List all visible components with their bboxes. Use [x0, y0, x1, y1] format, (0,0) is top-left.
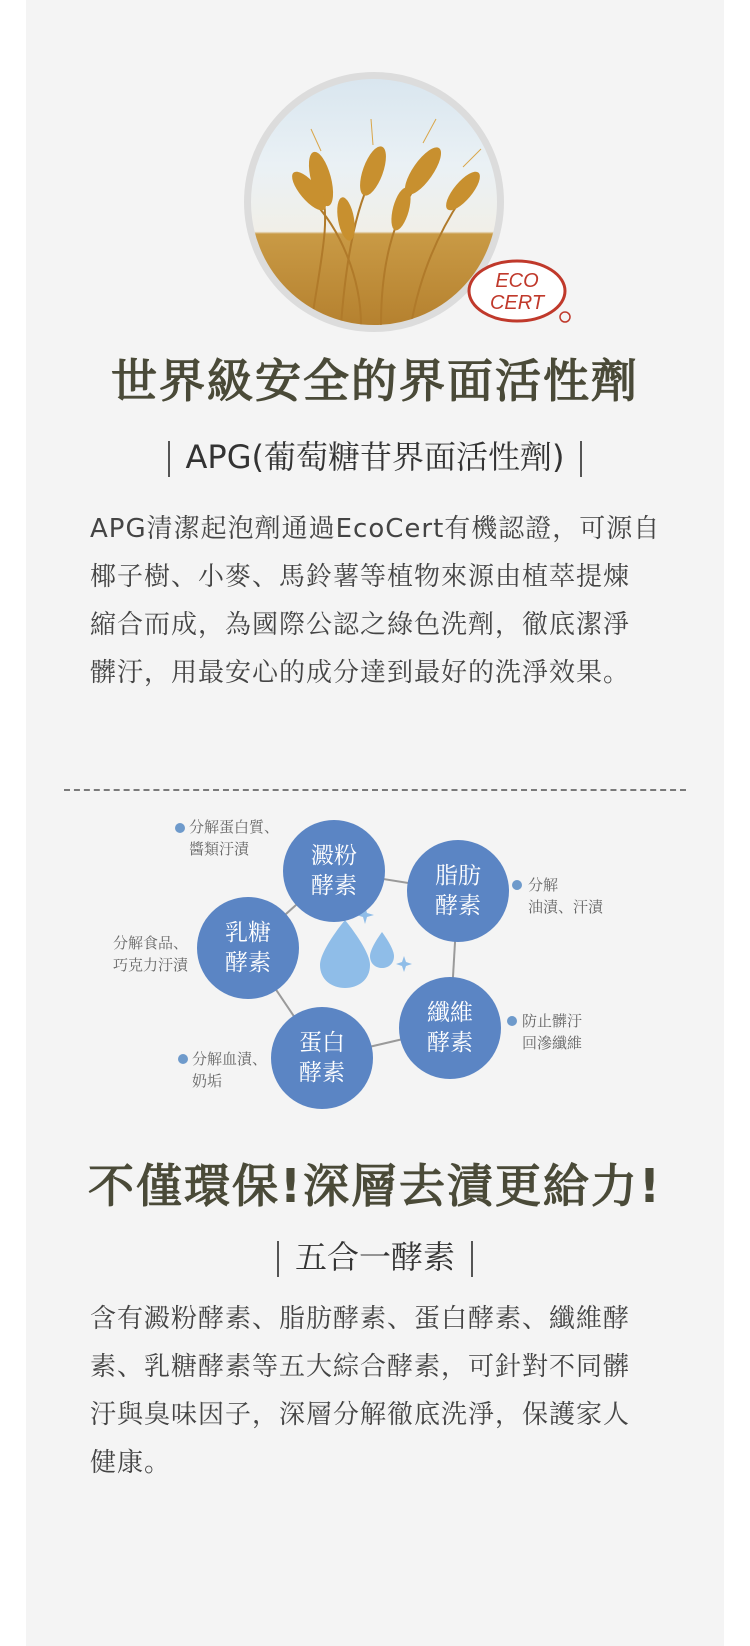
subtitle-divider-right — [580, 441, 582, 477]
subtitle-divider-left — [277, 1241, 279, 1277]
enzyme-starch — [283, 820, 385, 922]
section1-subtitle-text: APG(葡萄糖苷界面活性劑) — [185, 438, 565, 476]
subtitle-divider-right — [471, 1241, 473, 1277]
ecocert-line2: CERT — [489, 292, 545, 314]
enzyme-protease — [271, 1007, 373, 1109]
note-lipase: 分解 油漬、汗漬 — [528, 876, 604, 916]
enzyme-lipase — [407, 840, 509, 942]
section1-subtitle — [0, 432, 750, 478]
paragraph-line: 含有澱粉酵素、脂肪酵素、蛋白酵素、纖維酵 — [90, 1304, 631, 1334]
paragraph-line: 汙與臭味因子，深層分解徹底洗淨，保護家人 — [90, 1400, 631, 1430]
note-lactase: 分解食品、 巧克力汙漬 — [113, 934, 189, 974]
ecocert-badge-icon — [465, 255, 575, 330]
section2-subtitle-text: 五合一酵素 — [294, 1238, 455, 1276]
enzyme-lactase — [197, 897, 299, 999]
enzyme-label: 蛋白 酵素 — [299, 1030, 345, 1086]
paragraph-line: 髒汙，用最安心的成分達到最好的洗淨效果。 — [90, 658, 631, 688]
note-dot — [178, 1054, 188, 1064]
paragraph-line: 健康。 — [90, 1448, 172, 1478]
section2-subtitle — [0, 1232, 750, 1278]
enzyme-label: 澱粉 酵素 — [311, 843, 357, 899]
enzyme-label: 乳糖 酵素 — [225, 920, 271, 976]
section1-paragraph — [90, 505, 670, 697]
section2-paragraph — [90, 1295, 670, 1487]
subtitle-divider-left — [168, 441, 170, 477]
section1-title: 世界級安全的界面活性劑 — [111, 354, 639, 408]
paragraph-line: 縮合而成，為國際公認之綠色洗劑，徹底潔淨 — [90, 610, 631, 640]
note-dot — [512, 880, 522, 890]
note-dot — [507, 1016, 517, 1026]
note-protease: 分解血漬、 奶垢 — [192, 1050, 268, 1090]
enzyme-cellulase — [399, 977, 501, 1079]
enzyme-label: 纖維 酵素 — [427, 1000, 473, 1056]
note-cellulase: 防止髒汙 回滲纖維 — [522, 1012, 583, 1052]
note-starch: 分解蛋白質、 醬類汙漬 — [189, 818, 280, 858]
ecocert-line1: ECO — [495, 270, 539, 292]
dashed-divider — [64, 789, 686, 791]
paragraph-line: 素、乳糖酵素等五大綜合酵素，可針對不同髒 — [90, 1352, 631, 1382]
paragraph-line: 椰子樹、小麥、馬鈴薯等植物來源由植萃提煉 — [90, 562, 631, 592]
paragraph-line: APG清潔起泡劑通過EcoCert有機認證，可源自 — [90, 514, 661, 544]
note-dot — [175, 823, 185, 833]
enzyme-label: 脂肪 酵素 — [435, 863, 481, 919]
section2-title: 不僅環保!深層去漬更給力! — [88, 1159, 662, 1213]
enzyme-diagram — [0, 820, 750, 1180]
